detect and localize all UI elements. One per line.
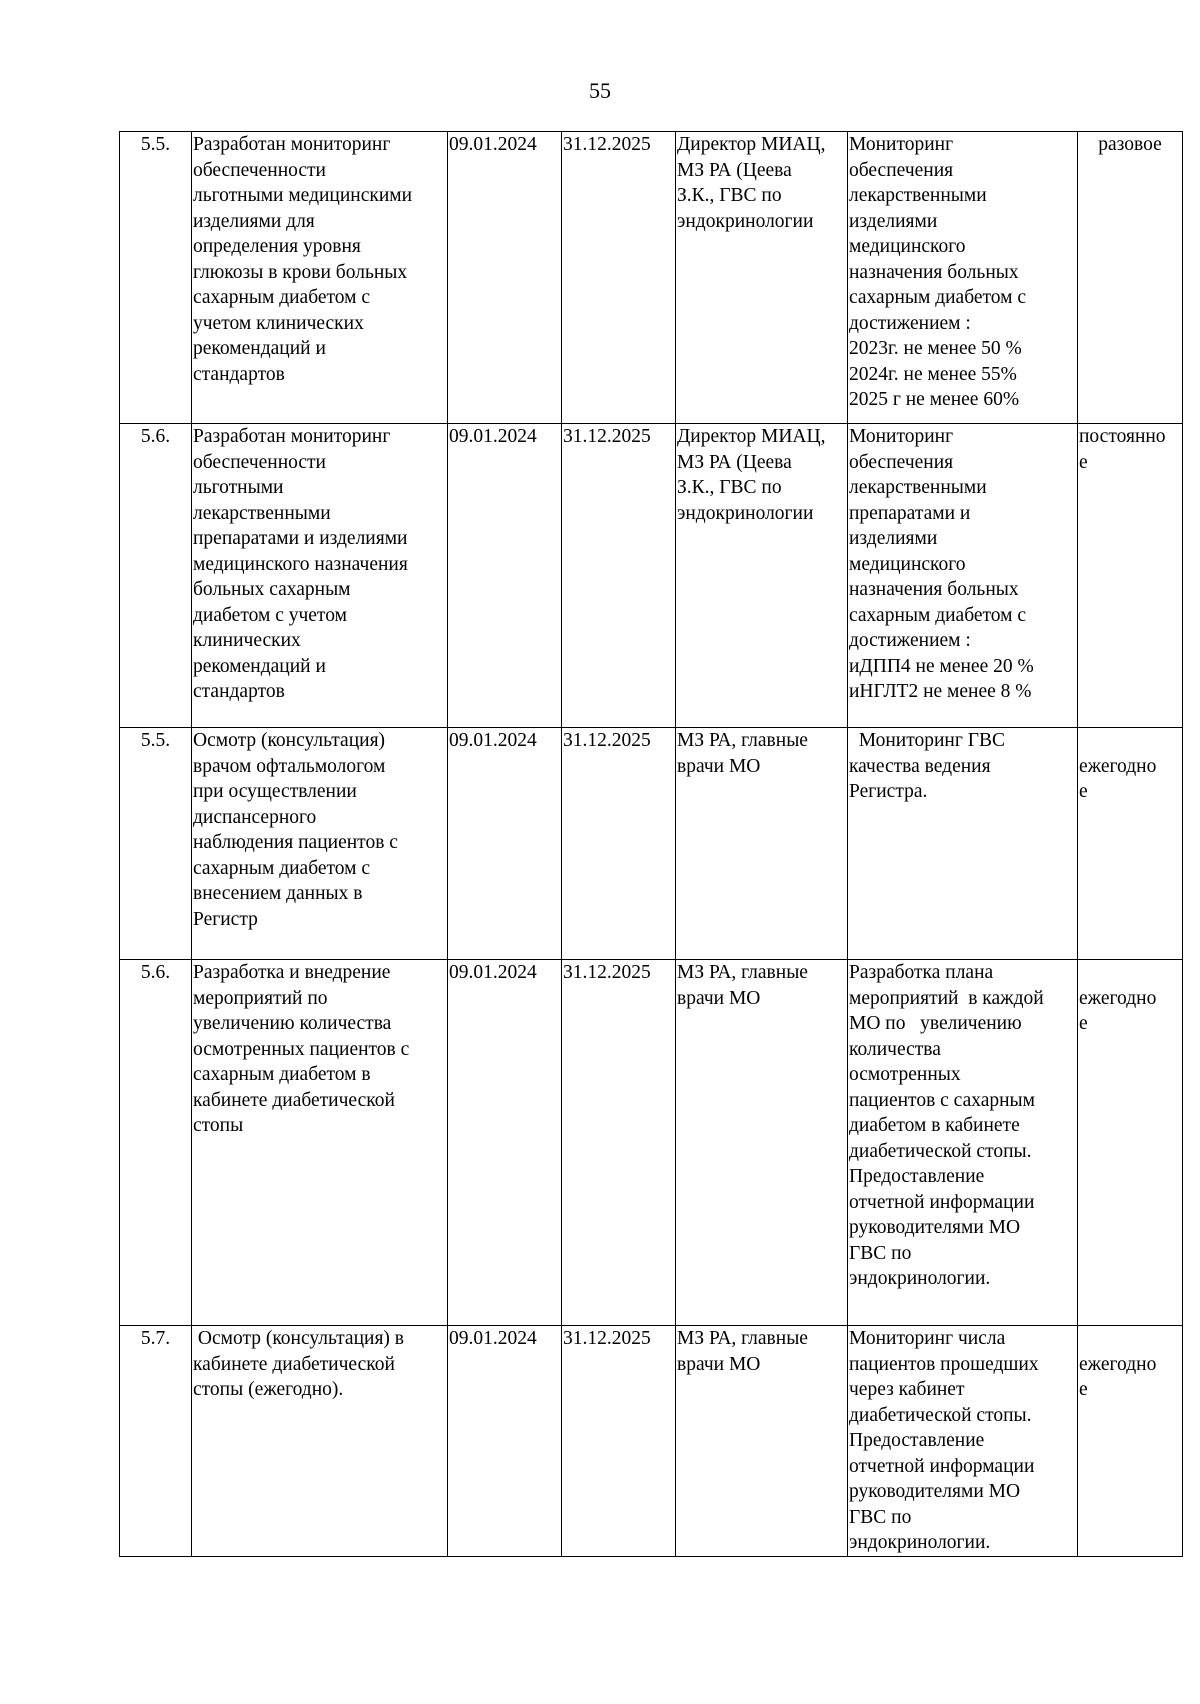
- cell-line: количества: [849, 1038, 941, 1060]
- event-cell: [192, 728, 448, 960]
- cell-line: пациентов прошедших: [849, 1353, 1039, 1375]
- row-number: 5.7.: [120, 1326, 192, 1557]
- table-row: [120, 1326, 1183, 1557]
- cell-line: наблюдения пациентов с: [193, 832, 398, 853]
- cell-line: Мониторинг: [849, 134, 954, 155]
- cell-line: врачи МО: [677, 1353, 761, 1375]
- cell-line: клинических: [193, 630, 301, 651]
- cell-line: Осмотр (консультация): [193, 730, 386, 751]
- cell-line: руководителями МО: [849, 1481, 1021, 1502]
- cell-line: Регистра.: [849, 781, 928, 802]
- cell-line: сахарным диабетом с: [193, 287, 371, 308]
- cell-line: достижением :: [849, 630, 971, 651]
- row-number: 5.6.: [120, 960, 192, 1326]
- cell-line: е: [1079, 1013, 1088, 1034]
- cell-line: препаратами и: [849, 502, 971, 524]
- cell-line: диабетической стопы.: [849, 1140, 1032, 1162]
- cell-line: сахарным диабетом в: [193, 1064, 371, 1085]
- cell-line: диабетом с учетом: [193, 604, 347, 626]
- cell-line: льготными: [193, 477, 284, 498]
- frequency-cell: [1078, 424, 1183, 728]
- cell-line: достижением :: [849, 312, 971, 334]
- table-row: [120, 132, 1183, 424]
- cell-line: изделиями: [849, 528, 938, 549]
- cell-line: Мониторинг: [849, 426, 954, 447]
- responsible-cell: [676, 132, 848, 424]
- result-cell: [848, 132, 1078, 424]
- cell-line: врачи МО: [677, 755, 761, 777]
- cell-line: препаратами и изделиями: [193, 528, 408, 549]
- cell-line: назначения больных: [849, 579, 1019, 600]
- cell-line: МЗ РА (Цеева: [677, 451, 792, 473]
- cell-line: обеспечения: [849, 159, 954, 181]
- table-row: [120, 424, 1183, 728]
- plan-table-body: [120, 132, 1183, 1557]
- page-number: 55: [589, 78, 611, 103]
- cell-line: стопы: [193, 1115, 244, 1136]
- cell-line: врачи МО: [677, 987, 761, 1009]
- cell-line: рекомендаций и: [193, 338, 326, 359]
- cell-line: 2023г. не менее 50 %: [849, 338, 1022, 359]
- cell-line: изделиями для: [193, 210, 315, 232]
- start-date: 09.01.2024: [448, 728, 562, 960]
- cell-line: руководителями МО: [849, 1217, 1021, 1238]
- cell-line: отчетной информации: [849, 1191, 1035, 1213]
- cell-line: 2025 г не менее 60%: [849, 389, 1020, 410]
- cell-line: [1079, 1326, 1181, 1352]
- end-date: 31.12.2025: [562, 728, 676, 960]
- responsible-cell: [676, 728, 848, 960]
- cell-line: Разработан мониторинг: [193, 134, 391, 155]
- cell-line: МЗ РА, главные: [677, 962, 808, 983]
- cell-line: МЗ РА, главные: [677, 730, 808, 751]
- cell-line: ежегодно: [1079, 987, 1157, 1009]
- cell-line: определения уровня: [193, 236, 361, 257]
- cell-line: ГВС по: [849, 1506, 912, 1528]
- cell-line: изделиями: [849, 210, 938, 232]
- frequency-cell: [1078, 728, 1183, 960]
- cell-line: кабинете диабетической: [193, 1353, 395, 1375]
- cell-line: стандартов: [193, 681, 285, 702]
- responsible-cell: [676, 960, 848, 1326]
- cell-line: мероприятий по: [193, 987, 328, 1009]
- frequency-cell: [1078, 960, 1183, 1326]
- cell-line: внесением данных в: [193, 883, 363, 904]
- result-cell: [848, 1326, 1078, 1557]
- cell-line: е: [1079, 1379, 1088, 1400]
- cell-line: З.К., ГВС по: [677, 185, 782, 206]
- cell-line: е: [1079, 781, 1088, 802]
- cell-line: [1079, 960, 1181, 986]
- cell-line: обеспеченности: [193, 451, 326, 473]
- cell-line: отчетной информации: [849, 1455, 1035, 1477]
- cell-line: Мониторинг ГВС: [849, 730, 1006, 751]
- cell-line: МЗ РА (Цеева: [677, 159, 792, 181]
- cell-line: сахарным диабетом с: [849, 287, 1027, 308]
- frequency-cell: [1078, 1326, 1183, 1557]
- cell-line: через кабинет: [849, 1379, 965, 1400]
- cell-line: диспансерного: [193, 806, 317, 828]
- cell-line: мероприятий в каждой: [849, 987, 1044, 1009]
- cell-line: лекарственными: [849, 477, 987, 498]
- cell-line: МЗ РА, главные: [677, 1328, 808, 1349]
- cell-line: эндокринологии: [677, 210, 814, 232]
- cell-line: эндокринологии.: [849, 1532, 991, 1553]
- cell-line: эндокринологии.: [849, 1268, 991, 1289]
- cell-line: Регистр: [193, 908, 258, 930]
- cell-line: ГВС по: [849, 1242, 912, 1264]
- cell-line: [1079, 728, 1181, 754]
- cell-line: осмотренных: [849, 1064, 961, 1085]
- table-row: [120, 960, 1183, 1326]
- cell-line: разовое: [1098, 134, 1162, 155]
- cell-line: ежегодно: [1079, 1353, 1157, 1375]
- cell-line: ежегодно: [1079, 755, 1157, 777]
- event-cell: [192, 424, 448, 728]
- cell-line: рекомендаций и: [193, 655, 326, 677]
- end-date: 31.12.2025: [562, 1326, 676, 1557]
- cell-line: Директор МИАЦ,: [677, 134, 826, 155]
- cell-line: лекарственными: [193, 502, 331, 524]
- cell-line: стопы (ежегодно).: [193, 1379, 344, 1400]
- cell-line: диабетической стопы.: [849, 1404, 1032, 1426]
- cell-line: Директор МИАЦ,: [677, 426, 826, 447]
- event-cell: [192, 960, 448, 1326]
- frequency-cell: [1078, 132, 1183, 424]
- row-number: 5.5.: [120, 728, 192, 960]
- cell-line: глюкозы в крови больных: [193, 261, 408, 283]
- cell-line: Предоставление: [849, 1166, 985, 1187]
- start-date: 09.01.2024: [448, 132, 562, 424]
- responsible-cell: [676, 1326, 848, 1557]
- cell-line: иДПП4 не менее 20 %: [849, 655, 1034, 677]
- table-row: [120, 728, 1183, 960]
- cell-line: эндокринологии: [677, 502, 814, 524]
- cell-line: качества ведения: [849, 755, 991, 777]
- cell-line: е: [1079, 451, 1088, 473]
- end-date: 31.12.2025: [562, 960, 676, 1326]
- start-date: 09.01.2024: [448, 424, 562, 728]
- cell-line: Разработка и внедрение: [193, 962, 391, 983]
- cell-line: назначения больных: [849, 261, 1019, 283]
- result-cell: [848, 424, 1078, 728]
- cell-line: 2024г. не менее 55%: [849, 363, 1017, 385]
- row-number: 5.5.: [120, 132, 192, 424]
- cell-line: кабинете диабетической: [193, 1089, 395, 1111]
- cell-line: Осмотр (консультация) в: [193, 1328, 404, 1349]
- cell-line: Мониторинг числа: [849, 1328, 1006, 1349]
- cell-line: обеспечения: [849, 451, 954, 473]
- cell-line: обеспеченности: [193, 159, 326, 181]
- cell-line: медицинского назначения: [193, 553, 408, 575]
- event-cell: [192, 1326, 448, 1557]
- cell-line: диабетом в кабинете: [849, 1115, 1020, 1136]
- cell-line: лекарственными: [849, 185, 987, 206]
- cell-line: осмотренных пациентов с: [193, 1038, 410, 1060]
- cell-line: МО по увеличению: [849, 1013, 1022, 1034]
- event-cell: [192, 132, 448, 424]
- cell-line: Разработан мониторинг: [193, 426, 391, 447]
- end-date: 31.12.2025: [562, 424, 676, 728]
- cell-line: увеличению количества: [193, 1013, 392, 1034]
- cell-line: больных сахарным: [193, 579, 351, 600]
- cell-line: при осуществлении: [193, 781, 357, 802]
- cell-line: пациентов с сахарным: [849, 1089, 1036, 1111]
- cell-line: сахарным диабетом с: [193, 857, 371, 879]
- result-cell: [848, 960, 1078, 1326]
- cell-line: иНГЛТ2 не менее 8 %: [849, 681, 1032, 702]
- cell-line: сахарным диабетом с: [849, 604, 1027, 626]
- end-date: 31.12.2025: [562, 132, 676, 424]
- cell-line: Предоставление: [849, 1430, 985, 1451]
- cell-line: медицинского: [849, 553, 966, 575]
- result-cell: [848, 728, 1078, 960]
- cell-line: стандартов: [193, 363, 285, 385]
- plan-table: [119, 131, 1183, 1557]
- responsible-cell: [676, 424, 848, 728]
- cell-line: медицинского: [849, 236, 966, 257]
- start-date: 09.01.2024: [448, 960, 562, 1326]
- cell-line: врачом офтальмологом: [193, 755, 386, 777]
- cell-line: постоянно: [1079, 426, 1166, 447]
- cell-line: Разработка плана: [849, 962, 994, 983]
- cell-line: льготными медицинскими: [193, 185, 413, 206]
- cell-line: З.К., ГВС по: [677, 477, 782, 498]
- row-number: 5.6.: [120, 424, 192, 728]
- cell-line: учетом клинических: [193, 312, 364, 334]
- start-date: 09.01.2024: [448, 1326, 562, 1557]
